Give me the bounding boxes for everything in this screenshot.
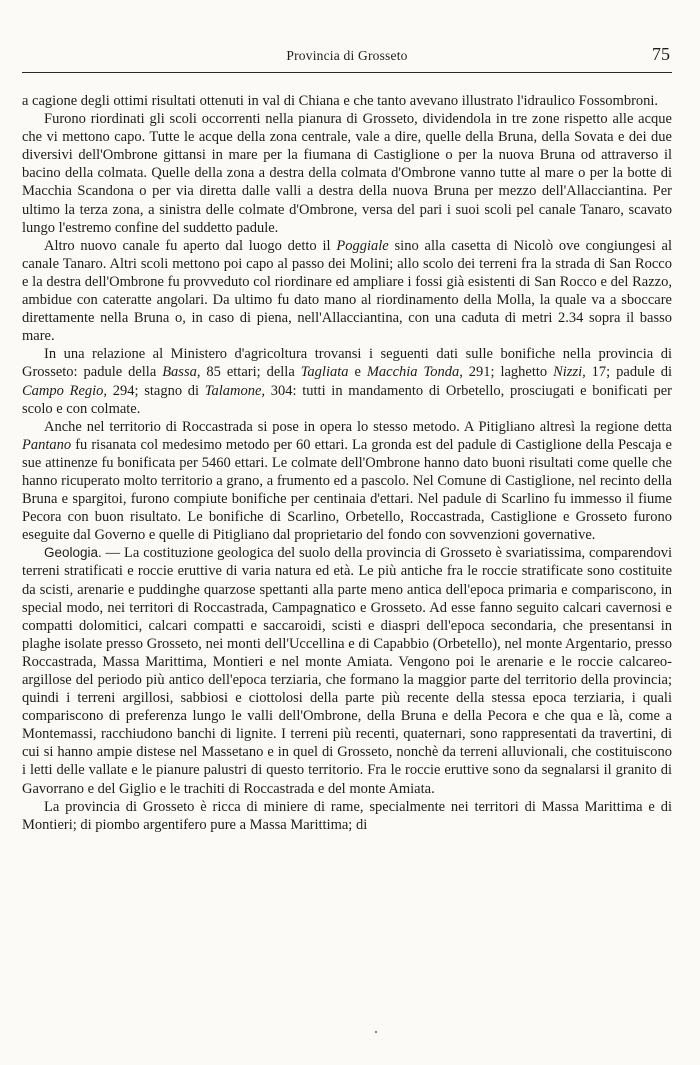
italic-term: Poggiale [336, 237, 389, 254]
running-head: Provincia di Grosseto [286, 48, 408, 63]
italic-term: Nizzi, [553, 364, 586, 381]
text-run: 85 ettari; della [200, 364, 301, 381]
print-speck [375, 1031, 377, 1033]
italic-term: Talamone, [204, 382, 266, 399]
text-run: Anche nel territorio di Roccastrada si pose in opera lo stesso metodo. A Pitigliano altresì la regione detta [44, 418, 672, 435]
paragraph [22, 345, 672, 417]
page-header [22, 44, 672, 70]
italic-term: Macchia Tonda, [366, 364, 463, 381]
text-run: 304: tutti in mandamento di Orbetello, prosciugati e bonificati per scolo e con colmate. [22, 382, 672, 417]
text-run: sino alla casetta di Nicolò ove congiungesi al canale Tanaro. Altri scoli mettono poi capo al passo dei Molini; allo scolo dei terreni fra la strada di San Rocco e la destra dell'Ombrone fu provveduto col riordinare ed ampliare i fossi già esistenti di San Rocco e del Razzo, ambidue con cateratte angolari. Da ultimo fu dato mano al riordinamento della Molla, la quale va a sboccare direttamente nella Bruna o, in caso di piena, nell'Allacciantina, con una caduta di metri 2.34 sopra il basso mare. [22, 237, 672, 345]
italic-term: Tagliata [300, 364, 349, 381]
text-run: e [348, 364, 367, 381]
text-run: La provincia di Grosseto è ricca di miniere di rame, specialmente nei territori di Massa Marittima e di Montieri; di piombo argentifero pure a Massa Marittima; di [22, 798, 672, 833]
text-run: 294; stagno di [107, 382, 205, 399]
text-run: In una relazione al Ministero d'agricoltura trovansi i seguenti dati sulle bonifiche nella provincia di Grosseto: padule della [22, 346, 672, 381]
paragraph [22, 237, 672, 346]
italic-term: Bassa, [162, 364, 201, 381]
text-run: 17; padule di [585, 364, 672, 381]
body-text [22, 92, 672, 834]
paragraph [22, 110, 672, 237]
text-run: a cagione degli ottimi risultati ottenuti in val di Chiana e che tanto avevano illustrato l'idraulico Fossombroni. [22, 93, 659, 109]
paragraph [22, 798, 672, 834]
paragraph [22, 92, 672, 110]
header-rule [22, 72, 672, 73]
text-run: Furono riordinati gli scoli occorrenti nella pianura di Grosseto, dividendola in tre zone rispetto alle acque che vi mettono capo. Tutte le acque della zona centrale, vale a dire, quelle della Bruna, della Sovata e dei due diversivi dell'Ombrone gittansi in mare per la fiumana di Castiglione o per la nuova Bruna od attraverso il bacino della colmata. Quelle della zona a destra della colmata d'Ombrone vanno tutte al mare o per la botte di Macchia Scandona o per via diretta dalle valli a destra della nuova Bruna per mezzo dell'Allacciantina. Per ultimo la terza zona, a sinistra delle colmate d'Ombrone, versa del pari i suoi scoli pel canale Tanaro, scavato lungo l'estremo confine del suddetto padule. [22, 111, 672, 236]
section-run-in-heading: Geologia. [44, 545, 102, 561]
text-run: — La costituzione geologica del suolo della provincia di Grosseto è svariatissima, comparendovi terreni stratificati e roccie eruttive di varia natura ed età. Le più antiche fra le roccie stratificate sono costituite da scisti, arenarie e puddinghe quarzose spettanti alla parte meno antica dell'epoca primaria e compariscono, in special modo, nei territori di Roccastrada, Campagnatico e Grosseto. Ad esse fanno seguito calcari cavernosi e compatti dolomitici, calcari compatti e saccaroidi, scisti e diaspri dell'epoca secondaria, che presentansi in plaghe isolate presso Grosseto, nei monti dell'Uccellina e di Capabbio (Orbetello), nel monte Argentario, presso Roccastrada, Massa Marittima, Montieri e nel monte Amiata. Vengono poi le arenarie e le roccie calcareo-argillose del periodo più antico dell'epoca terziaria, che formano la maggior parte del territorio della provincia; quindi i terreni argillosi, sabbiosi e ciottolosi della parte più recente della stessa epoca terziaria, i quali compariscono di preferenza lungo le valli dell'Ombrone, della Bruna e della Pecora e che qua e là, come a Montemassi, racchiudono banchi di lignite. I terreni più recenti, quaternari, sono rappresentati da travertini, di cui si hanno ampie distese nel Massetano e in quel di Grosseto, nonchè da terreni alluvionali, che costituiscono i letti delle vallate e le pianure palustri di questo territorio. Fra le roccie eruttive sono da segnalarsi il granito di Gavorrano e del Giglio e le trachiti di Roccastrada e del monte Amiata. [22, 545, 672, 797]
text-run: fu risanata col medesimo metodo per 60 ettari. La gronda est del padule di Castiglione della Pescaja e sue attinenze fu bonificata per 5460 ettari. Le colmate dell'Ombrone hanno dato buoni risultati come quelle che hanno ricuperato molto territorio a grano, a frumento ed a pascolo. Nel Comune di Castiglione, nel recinto della Bruna e spargitoi, furono compiute bonifiche per centinaia d'ettari. Nel padule di Scarlino fu immesso il fiume Pecora con buon risultato. Le bonifiche di Scarlino, Orbetello, Roccastrada, Castiglione e Grosseto furono eseguite dal Governo e quelle di Pitigliano dal proprietario del fondo con sovvenzioni governative. [22, 436, 672, 544]
italic-term: Campo Regio, [22, 382, 108, 399]
paragraph [22, 418, 672, 545]
text-run: Altro nuovo canale fu aperto dal luogo detto il [44, 237, 337, 254]
text-run: 291; laghetto [462, 364, 554, 381]
italic-term: Pantano [22, 436, 72, 453]
page-number: 75 [652, 44, 670, 64]
paragraph [22, 544, 672, 797]
